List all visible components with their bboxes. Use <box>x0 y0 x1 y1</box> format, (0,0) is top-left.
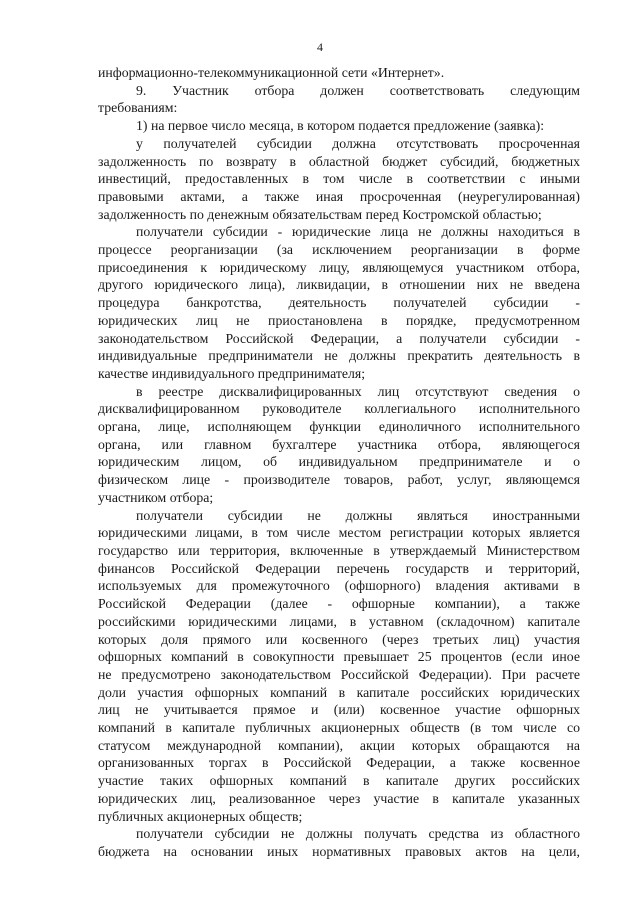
text-line: процедура банкротства, деятельность получателей субсидии - <box>98 295 580 311</box>
text-line: дисквалифицированном руководителе коллегиального исполнительного <box>98 401 580 417</box>
text-line: органа, или главном бухгалтере участника отбора, являющегося <box>98 436 580 452</box>
text-line: правовыми актами, а также иная просроченная (неурегулированная) <box>98 188 580 204</box>
text-line: другого юридического лица), ликвидации, в отношении них не введена <box>98 277 580 293</box>
text-line: присоединения к юридическому лицу, являющемуся участником отбора, <box>98 259 580 275</box>
text-line: задолженность по денежным обязательствам перед Костромской областью; <box>98 206 542 222</box>
document-body <box>98 64 580 861</box>
text-line: юридических лиц не приостановлена в порядке, предусмотренном <box>98 312 580 328</box>
text-line: органа, лице, исполняющем функции единоличного исполнительного <box>98 419 580 435</box>
text-line: законодательством Российской Федерации, а получатели субсидии - <box>98 330 580 346</box>
text-line: компаний в капитале публичных акционерных обществ (в том числе со <box>98 720 580 736</box>
text-line: получатели субсидии - юридические лица не должны находиться в <box>136 224 580 240</box>
text-line: офшорных компаний в совокупности превышает 25 процентов (если иное <box>98 649 580 665</box>
text-line: финансов Российской Федерации перечень государств и территорий, <box>98 560 580 576</box>
text-line: физическом лице - производителе товаров, работ, услуг, являющемся <box>98 472 580 488</box>
text-line: качестве индивидуального предпринимателя; <box>98 365 366 381</box>
text-line: юридическими лицами, в том числе местом регистрации которых является <box>98 525 580 541</box>
text-line: процессе реорганизации (за исключением реорганизации в форме <box>98 242 580 258</box>
text-line: лиц не учитывается прямое и (или) косвенное участие офшорных <box>98 702 580 718</box>
page-number: 4 <box>317 40 323 54</box>
text-line: юридических лиц, реализованное через участие в капитале указанных <box>98 790 580 806</box>
text-line: юридическим лицом, об индивидуальном предпринимателе и о <box>98 454 580 470</box>
text-line: участие таких офшорных компаний в капитале других российских <box>98 773 580 789</box>
text-line: 1) на первое число месяца, в котором подается предложение (заявка): <box>136 118 545 134</box>
text-line: получатели субсидии не должны получать средства из областного <box>136 826 580 842</box>
text-line: публичных акционерных обществ; <box>98 808 303 824</box>
text-line: бюджета на основании иных нормативных правовых актов на цели, <box>98 843 580 859</box>
text-line: инвестиций, предоставленных в том числе в соответствии с иными <box>98 171 580 187</box>
text-line: в реестре дисквалифицированных лиц отсутствуют сведения о <box>136 383 580 399</box>
text-line: доли участия офшорных компаний в капитале российских юридических <box>98 684 580 700</box>
text-line: 9. Участник отбора должен соответствовать следующим <box>136 82 580 98</box>
text-line: требованиям: <box>98 100 178 116</box>
text-line: информационно-телекоммуникационной сети «Интернет». <box>98 65 445 80</box>
text-line: организованных торгах в Российской Федерации, а также косвенное <box>98 755 580 771</box>
text-line: статусом международной компании), акции которых обращаются на <box>98 737 580 753</box>
text-line: российскими юридическими лицами, в уставном (складочном) капитале <box>98 613 580 629</box>
text-line: получатели субсидии не должны являться иностранными <box>136 507 580 523</box>
text-line: у получателей субсидии должна отсутствовать просроченная <box>136 135 580 151</box>
text-line: государство или территория, включенные в утверждаемый Министерством <box>98 542 580 558</box>
text-line: Российской Федерации (далее - офшорные компании), а также <box>98 596 580 612</box>
text-line: не предусмотрено законодательством Российской Федерации). При расчете <box>98 666 580 682</box>
text-line: которых доля прямого или косвенного (через третьих лиц) участия <box>98 631 580 647</box>
text-line: используемых для промежуточного (офшорного) владения активами в <box>98 578 580 594</box>
text-line: задолженность по возврату в областной бюджет субсидий, бюджетных <box>98 153 580 169</box>
text-line: участником отбора; <box>98 489 214 505</box>
text-line: индивидуальные предприниматели не должны прекратить деятельность в <box>98 348 580 364</box>
